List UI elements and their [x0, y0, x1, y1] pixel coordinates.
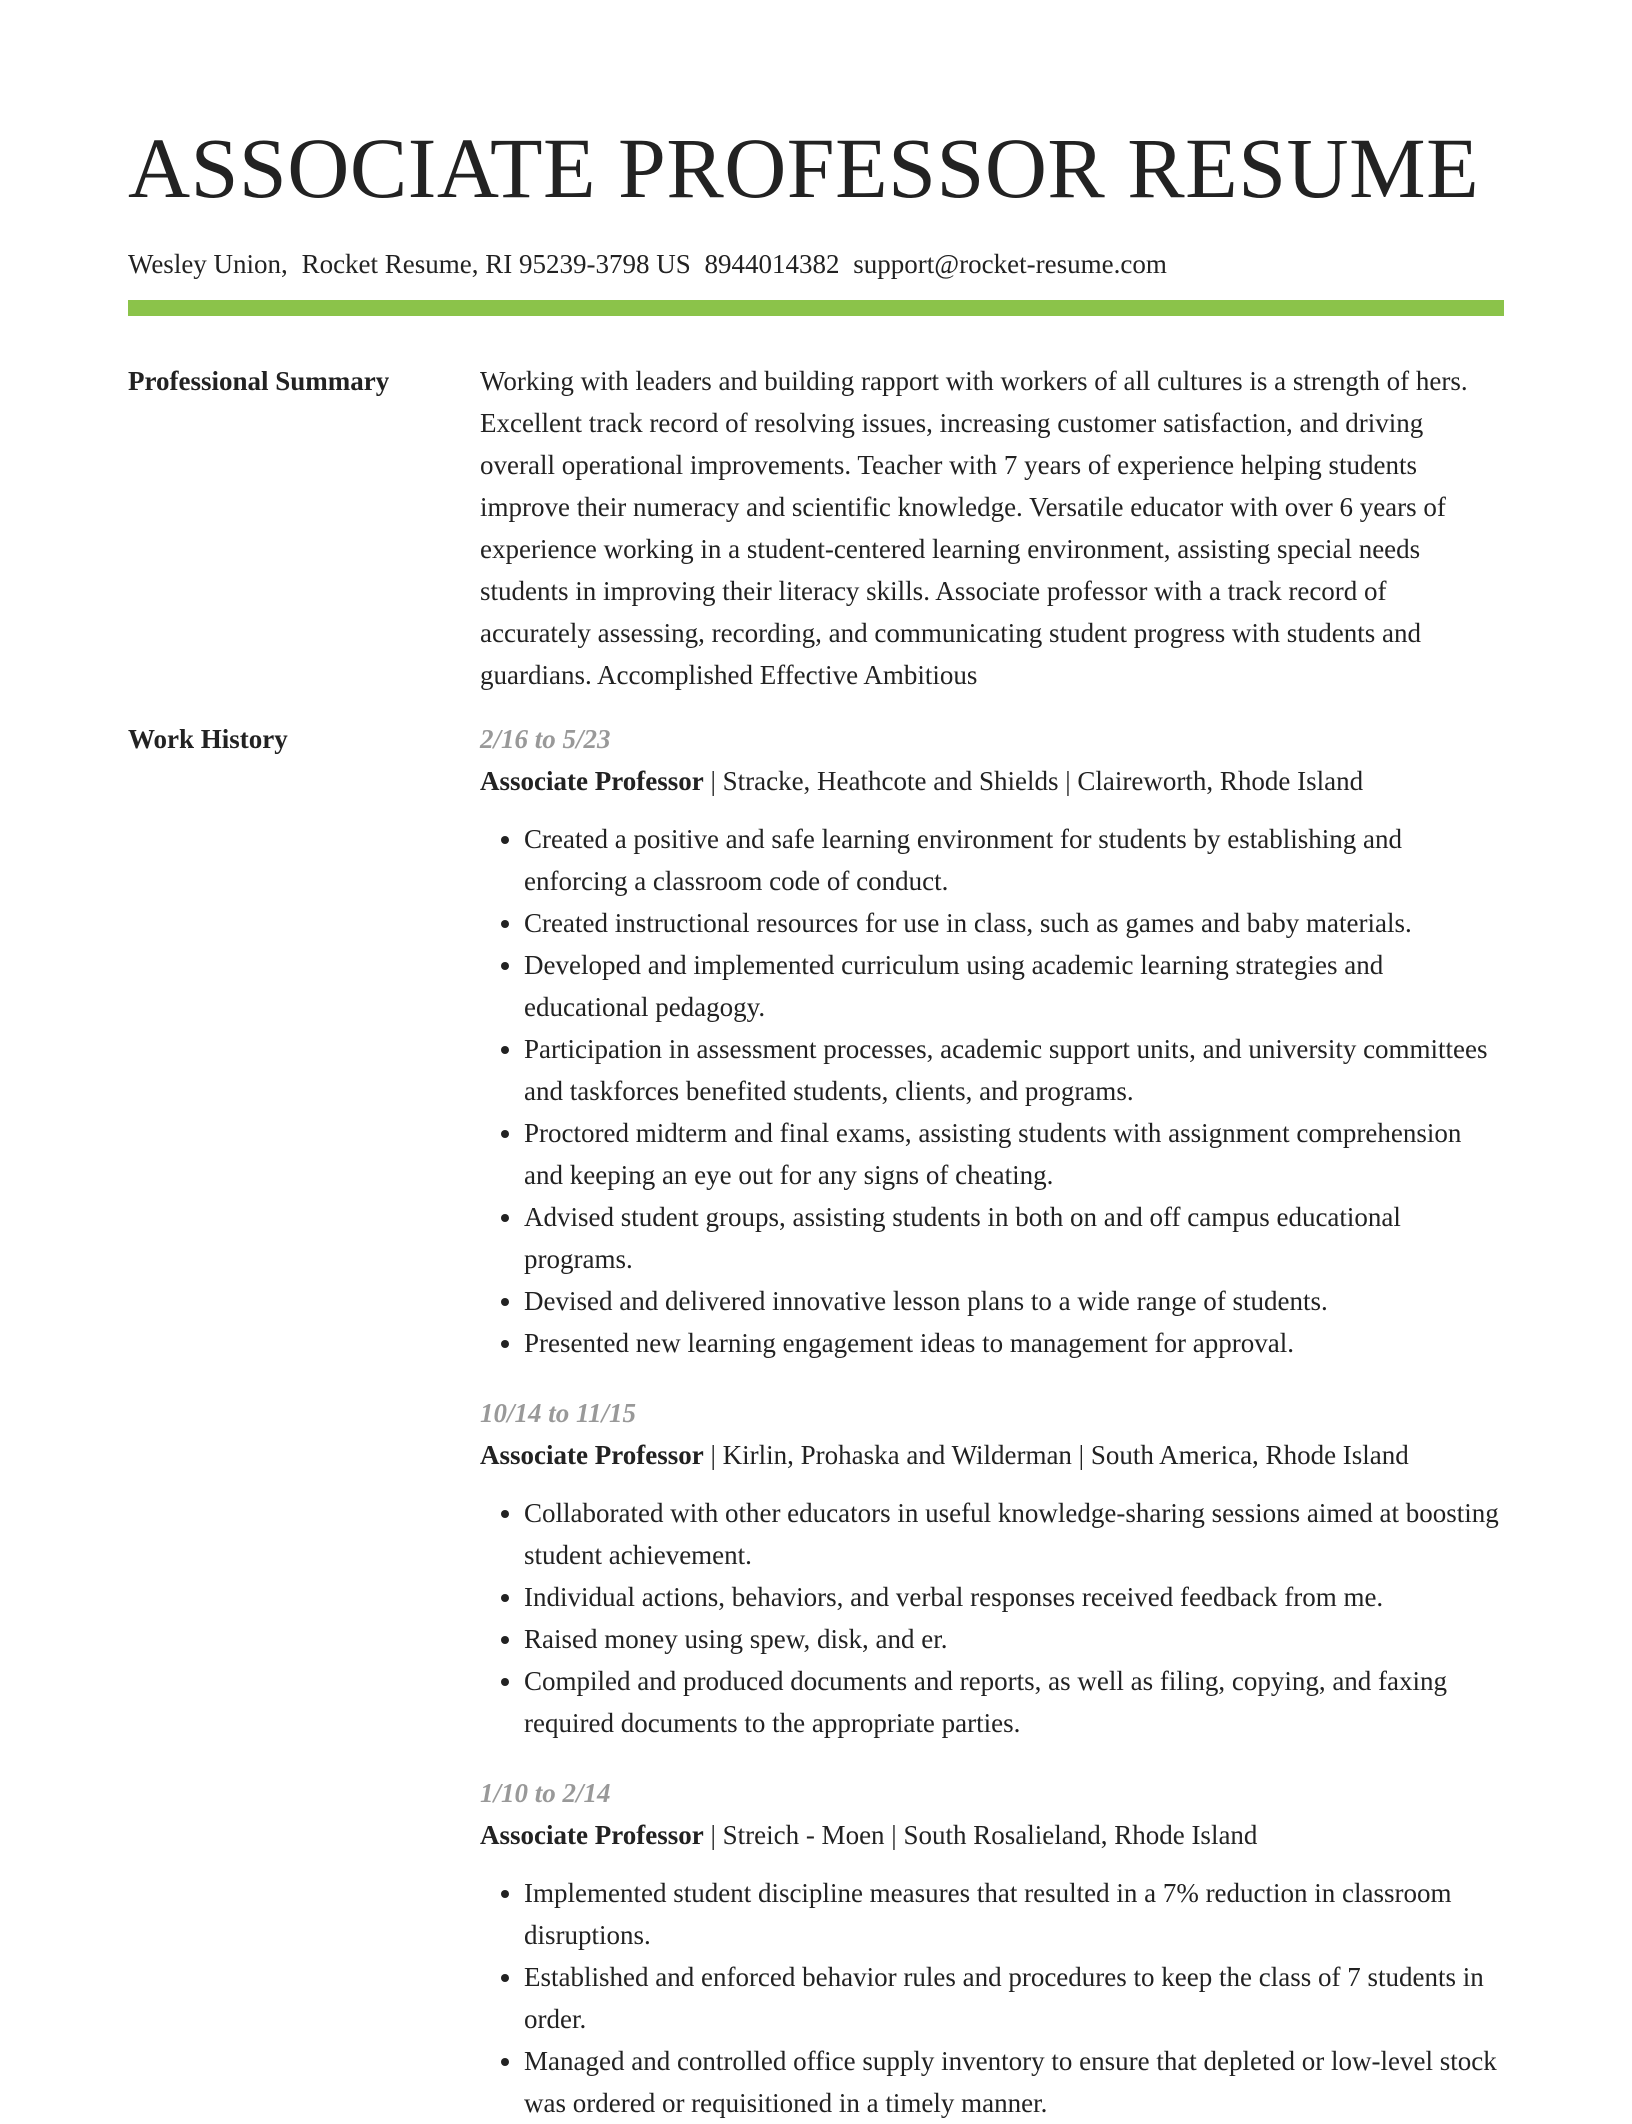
- summary-label: Professional Summary: [128, 366, 390, 396]
- contact-phone: 8944014382: [704, 249, 840, 279]
- job-bullets: [480, 1492, 1504, 1744]
- job-bullet: • Created a positive and safe learning environment for students by establishing and enforcing a classroom code of conduct.: [524, 818, 1504, 902]
- job-bullet: • Collaborated with other educators in useful knowledge-sharing sessions aimed at boosting student achievement.: [524, 1492, 1504, 1576]
- job-dates: 10/14 to 11/15: [480, 1398, 637, 1428]
- job-bullet: • Individual actions, behaviors, and verbal responses received feedback from me.: [524, 1576, 1504, 1618]
- job-bullet: • Advised student groups, assisting students in both on and off campus educational programs.: [524, 1196, 1504, 1280]
- job-bullets: [480, 818, 1504, 1364]
- contact-line: [128, 246, 1504, 282]
- job-entry: [480, 718, 1504, 1364]
- resume-page: [128, 0, 1504, 2124]
- work-history-label: Work History: [128, 724, 288, 754]
- summary-text: Working with leaders and building rapport with workers of all cultures is a strength of hers. Excellent track record of resolving issues, increasing customer satisfaction, and driving overall operational improvements. Teacher with 7 years of experience helping students improve their numeracy and scientific knowledge. Versatile educator with over 6 years of experience working in a student-centered learning environment, assisting special needs students in improving their literacy skills. Associate professor with a track record of accurately assessing, recording, and communicating student progress with students and guardians. Accomplished Effective Ambitious: [480, 366, 1468, 690]
- job-role: [480, 1434, 1504, 1476]
- job-bullet: • Created instructional resources for use in class, such as games and baby materials.: [524, 902, 1504, 944]
- contact-email: support@rocket-resume.com: [853, 249, 1167, 279]
- job-bullet: • Compiled and produced documents and reports, as well as filing, copying, and faxing required documents to the appropriate parties.: [524, 1660, 1504, 1744]
- work-history-section: [128, 724, 1504, 2124]
- contact-name: Wesley Union,: [128, 249, 288, 279]
- header-divider: [128, 300, 1504, 316]
- job-bullet: • Raised money using spew, disk, and er.: [524, 1618, 1504, 1660]
- job-bullet: • Developed and implemented curriculum using academic learning strategies and educational pedagogy.: [524, 944, 1504, 1028]
- job-position: Associate Professor: [480, 1440, 704, 1470]
- summary-section: [128, 366, 1504, 696]
- job-dates: 1/10 to 2/14: [480, 1778, 611, 1808]
- job-bullet: • Managed and controlled office supply inventory to ensure that depleted or low-level stock was ordered or requisitioned in a timely manner.: [524, 2040, 1504, 2124]
- job-position: Associate Professor: [480, 1820, 704, 1850]
- job-bullet: • Implemented student discipline measures that resulted in a 7% reduction in classroom disruptions.: [524, 1872, 1504, 1956]
- job-details: | Stracke, Heathcote and Shields | Claireworth, Rhode Island: [703, 766, 1364, 796]
- job-bullet: • Proctored midterm and final exams, assisting students with assignment comprehension and keeping an eye out for any signs of cheating.: [524, 1112, 1504, 1196]
- job-position: Associate Professor: [480, 766, 704, 796]
- resume-title: ASSOCIATE PROFESSOR RESUME: [128, 120, 1480, 216]
- job-bullet: • Presented new learning engagement ideas to management for approval.: [524, 1322, 1504, 1364]
- job-details: | Streich - Moen | South Rosalieland, Rhode Island: [703, 1820, 1258, 1850]
- job-bullets: [480, 1872, 1504, 2124]
- job-role: [480, 1814, 1504, 1856]
- job-details: | Kirlin, Prohaska and Wilderman | South America, Rhode Island: [703, 1440, 1409, 1470]
- job-bullet: • Participation in assessment processes, academic support units, and university committees and taskforces benefited students, clients, and programs.: [524, 1028, 1504, 1112]
- job-entry: [480, 1392, 1504, 1744]
- job-dates: 2/16 to 5/23: [480, 724, 611, 754]
- job-bullet: • Established and enforced behavior rules and procedures to keep the class of 7 students in order.: [524, 1956, 1504, 2040]
- job-entry: [480, 1772, 1504, 2124]
- contact-address: Rocket Resume, RI 95239-3798 US: [301, 249, 691, 279]
- job-role: [480, 760, 1504, 802]
- job-bullet: • Devised and delivered innovative lesson plans to a wide range of students.: [524, 1280, 1504, 1322]
